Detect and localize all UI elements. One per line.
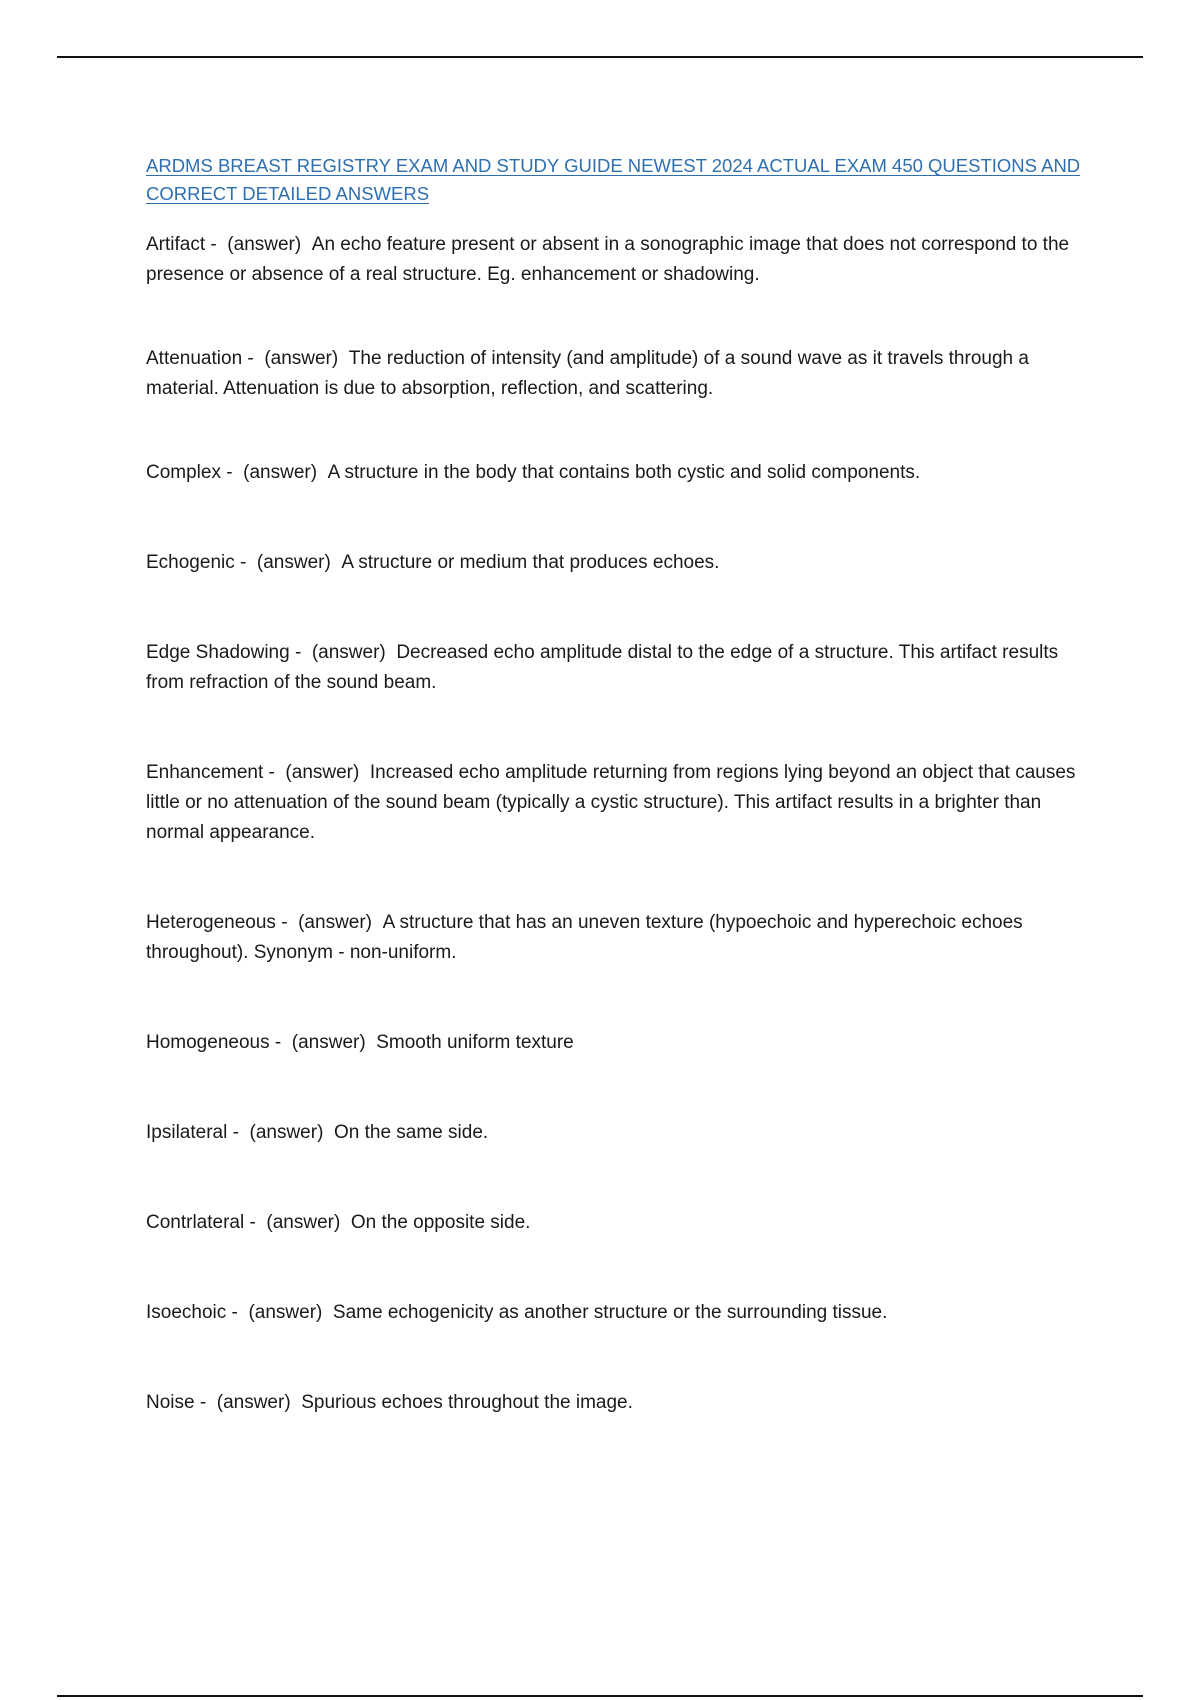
entry-separator: -: [220, 462, 244, 483]
entry-definition: A structure that has an uneven texture (hypoechoic and hyperechoic echoes throughout). Synonym - non-uniform.: [146, 912, 1023, 963]
entry-definition: A structure in the body that contains both cystic and solid components.: [327, 462, 921, 483]
entry-separator: -: [242, 348, 265, 369]
entry-definition: On the same side.: [333, 1122, 489, 1143]
glossary-entry: [146, 230, 1086, 290]
entry-separator: -: [234, 552, 257, 573]
glossary-entry: [146, 458, 1086, 488]
entry-term: Echogenic: [146, 552, 235, 573]
entry-term: Edge Shadowing: [146, 642, 290, 663]
entry-definition: Smooth uniform texture: [376, 1032, 574, 1053]
entry-separator: -: [205, 234, 228, 255]
glossary-entry: [146, 1388, 1086, 1418]
entry-term: Isoechoic: [146, 1302, 227, 1323]
entry-answer-tag: (answer): [243, 462, 318, 483]
entry-answer-tag: (answer): [216, 1392, 291, 1413]
document-title-link[interactable]: ARDMS BREAST REGISTRY EXAM AND STUDY GUIDE NEWEST 2024 ACTUAL EXAM 450 QUESTIONS AND CORRECT DETAILED ANSWERS: [146, 155, 1081, 204]
entry-separator: -: [244, 1212, 267, 1233]
header-rule: [57, 56, 1143, 58]
footer-rule: [57, 1695, 1143, 1697]
entry-term: Heterogeneous: [146, 912, 276, 933]
entry-separator: -: [226, 1302, 249, 1323]
entry-answer-tag: (answer): [256, 552, 331, 573]
entry-separator: -: [194, 1392, 217, 1413]
entry-term: Attenuation: [146, 348, 243, 369]
entry-answer-tag: (answer): [311, 642, 386, 663]
entry-separator: -: [263, 762, 286, 783]
entry-answer-tag: (answer): [266, 1212, 341, 1233]
entry-answer-tag: (answer): [291, 1032, 366, 1053]
document-body: [146, 152, 1086, 1418]
glossary-list: [146, 230, 1086, 1418]
glossary-entry: [146, 1028, 1086, 1058]
entry-answer-tag: (answer): [285, 762, 360, 783]
entry-answer-tag: (answer): [227, 234, 302, 255]
entry-definition: Decreased echo amplitude distal to the edge of a structure. This artifact results from refraction of the sound beam.: [146, 642, 1059, 693]
glossary-entry: [146, 344, 1086, 404]
glossary-entry: [146, 908, 1086, 968]
entry-term: Ipsilateral: [146, 1122, 228, 1143]
entry-definition: Increased echo amplitude returning from regions lying beyond an object that causes little or no attenuation of the sound beam (typically a cystic structure). This artifact results in a brighter than normal appearance.: [146, 762, 1076, 843]
entry-separator: -: [289, 642, 312, 663]
glossary-entry: [146, 548, 1086, 578]
entry-answer-tag: (answer): [248, 1302, 323, 1323]
entry-definition: A structure or medium that produces echoes.: [341, 552, 720, 573]
entry-definition: Same echogenicity as another structure or the surrounding tissue.: [332, 1302, 888, 1323]
entry-answer-tag: (answer): [264, 348, 339, 369]
entry-separator: -: [227, 1122, 250, 1143]
glossary-entry: [146, 638, 1086, 698]
glossary-entry: [146, 1298, 1086, 1328]
entry-answer-tag: (answer): [298, 912, 373, 933]
entry-term: Noise: [146, 1392, 195, 1413]
entry-term: Artifact: [146, 234, 206, 255]
entry-term: Complex: [146, 462, 221, 483]
glossary-entry: [146, 1118, 1086, 1148]
entry-separator: -: [275, 912, 299, 933]
glossary-entry: [146, 1208, 1086, 1238]
entry-definition: The reduction of intensity (and amplitude) of a sound wave as it travels through a material. Attenuation is due to absorption, reflection, and scattering.: [146, 348, 1029, 399]
entry-separator: -: [269, 1032, 292, 1053]
glossary-entry: [146, 758, 1086, 848]
entry-term: Homogeneous: [146, 1032, 270, 1053]
entry-term: Contrlateral: [146, 1212, 245, 1233]
entry-term: Enhancement: [146, 762, 264, 783]
entry-definition: On the opposite side.: [350, 1212, 531, 1233]
entry-answer-tag: (answer): [249, 1122, 324, 1143]
entry-definition: An echo feature present or absent in a sonographic image that does not correspond to the presence or absence of a real structure. Eg. enhancement or shadowing.: [146, 234, 1070, 285]
entry-definition: Spurious echoes throughout the image.: [301, 1392, 633, 1413]
